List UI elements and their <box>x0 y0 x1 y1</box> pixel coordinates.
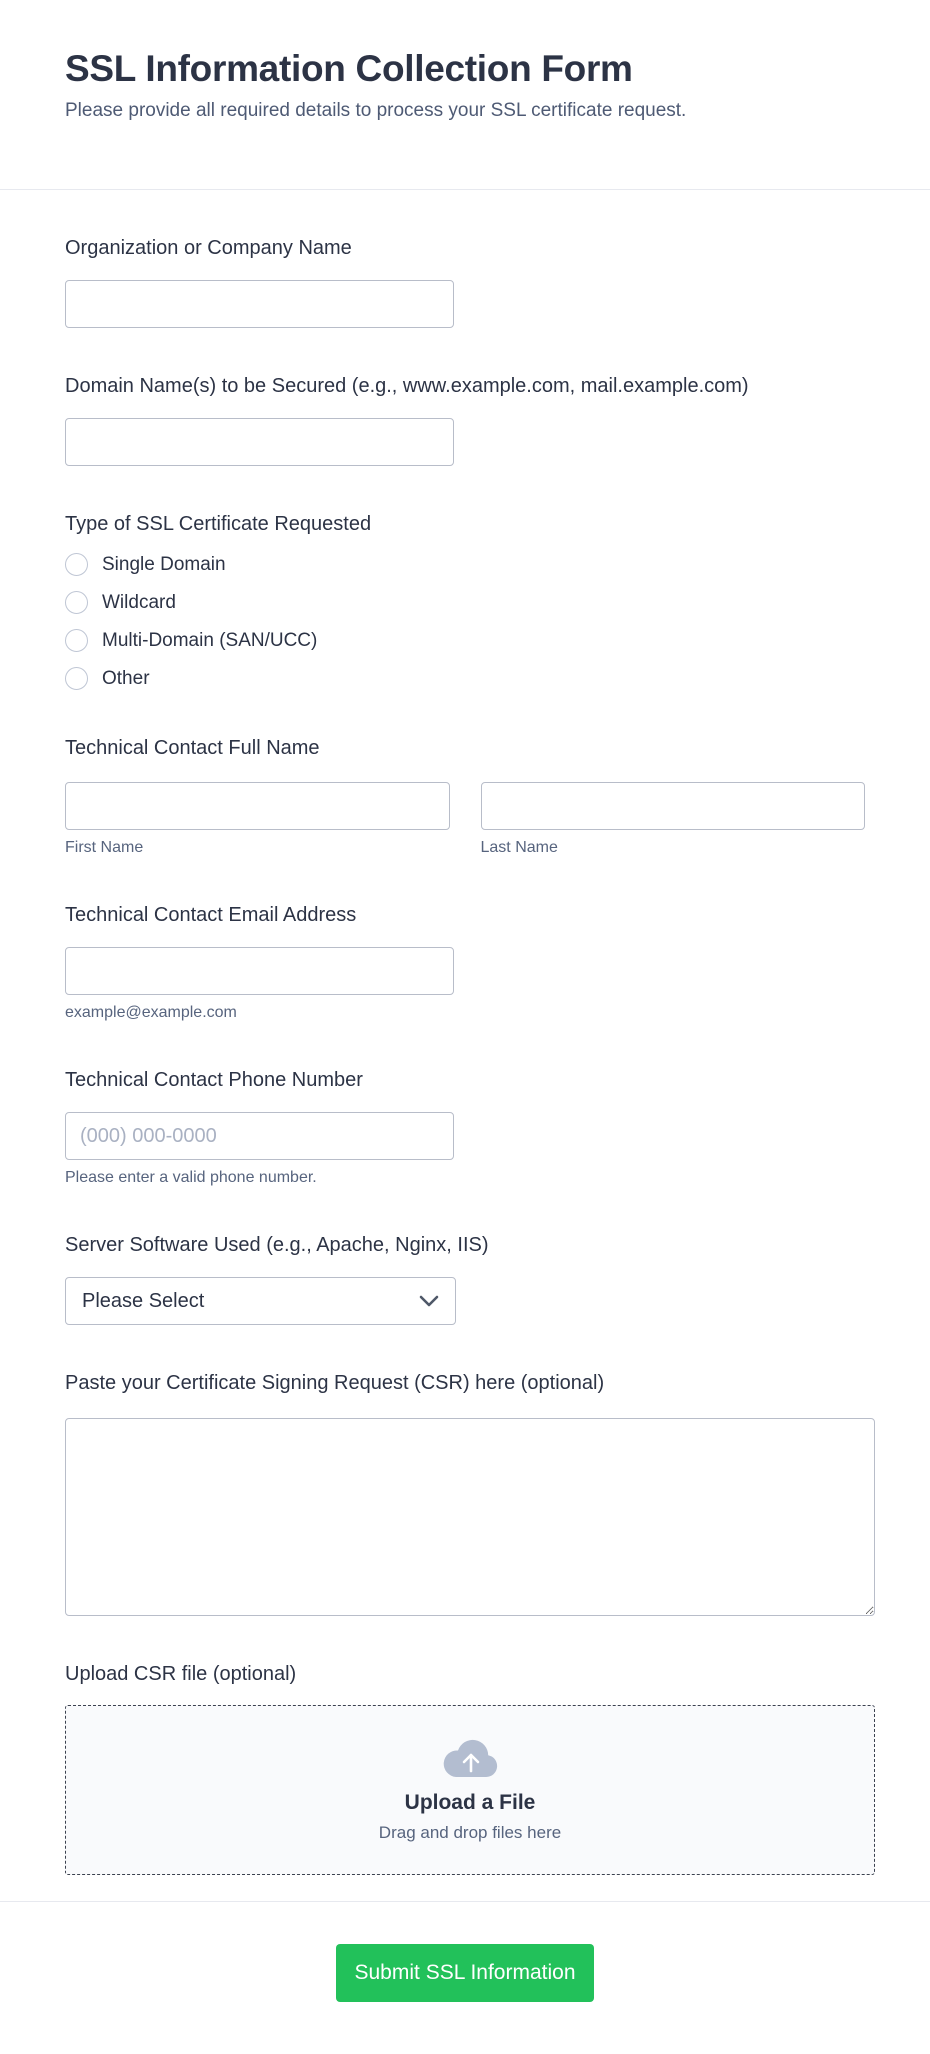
csr-textarea[interactable] <box>65 1418 875 1616</box>
select-value: Please Select <box>82 1289 205 1312</box>
contact-email-label: Technical Contact Email Address <box>65 904 357 926</box>
server-software-label: Server Software Used (e.g., Apache, Nginx, IIS) <box>65 1234 489 1256</box>
upload-hint: Drag and drop files here <box>378 1823 562 1842</box>
question-domains <box>65 373 865 466</box>
chevron-down-icon <box>419 1295 439 1307</box>
question-server-software <box>65 1232 865 1325</box>
submit-row <box>0 1902 930 2052</box>
radio-button-icon[interactable] <box>65 667 88 690</box>
last-name-sublabel: Last Name <box>480 839 558 856</box>
phone-input[interactable] <box>65 1112 454 1160</box>
radio-button-icon[interactable] <box>65 591 88 614</box>
form-body <box>0 235 930 1875</box>
question-certificate-type <box>65 511 865 690</box>
contact-name-label: Technical Contact Full Name <box>65 737 320 759</box>
email-sublabel: example@example.com <box>65 1004 237 1021</box>
organization-label: Organization or Company Name <box>65 237 352 259</box>
domains-input[interactable] <box>65 418 454 466</box>
radio-option-label: Single Domain <box>102 553 226 575</box>
contact-phone-label: Technical Contact Phone Number <box>65 1069 363 1091</box>
last-name-column <box>481 782 866 857</box>
certificate-type-radio-group <box>65 553 865 690</box>
domains-label: Domain Name(s) to be Secured (e.g., www.example.com, mail.example.com) <box>65 375 749 397</box>
page-subtitle: Please provide all required details to process your SSL certificate request. <box>65 100 687 121</box>
form-header <box>0 0 930 190</box>
phone-sublabel: Please enter a valid phone number. <box>65 1169 317 1186</box>
certificate-type-label: Type of SSL Certificate Requested <box>65 513 372 535</box>
email-input[interactable] <box>65 947 454 995</box>
page-title: SSL Information Collection Form <box>65 48 633 89</box>
name-fields-row <box>65 782 865 857</box>
radio-option-label: Wildcard <box>102 591 176 613</box>
first-name-input[interactable] <box>65 782 450 830</box>
radio-button-icon[interactable] <box>65 629 88 652</box>
radio-button-icon[interactable] <box>65 553 88 576</box>
submit-button[interactable]: Submit SSL Information <box>336 1944 594 2002</box>
upload-title: Upload a File <box>404 1791 536 1814</box>
question-organization <box>65 235 865 328</box>
first-name-sublabel: First Name <box>65 839 144 856</box>
radio-option-other[interactable] <box>65 667 865 690</box>
radio-option-wildcard[interactable] <box>65 591 865 614</box>
question-csr-text <box>65 1370 865 1616</box>
radio-option-label: Other <box>102 667 150 689</box>
radio-option-label: Multi-Domain (SAN/UCC) <box>102 629 318 651</box>
first-name-column <box>65 782 450 857</box>
question-contact-email <box>65 902 865 1022</box>
question-contact-phone <box>65 1067 865 1187</box>
last-name-input[interactable] <box>481 782 866 830</box>
organization-input[interactable] <box>65 280 454 328</box>
csr-text-label: Paste your Certificate Signing Request (CSR) here (optional) <box>65 1372 605 1394</box>
server-software-select[interactable] <box>65 1277 456 1325</box>
csr-file-label: Upload CSR file (optional) <box>65 1663 297 1685</box>
question-contact-name <box>65 735 865 857</box>
file-upload-dropzone[interactable] <box>65 1705 875 1875</box>
question-csr-file <box>65 1661 865 1875</box>
cloud-upload-icon <box>442 1737 498 1779</box>
radio-option-single-domain[interactable] <box>65 553 865 576</box>
radio-option-multi-domain[interactable] <box>65 629 865 652</box>
